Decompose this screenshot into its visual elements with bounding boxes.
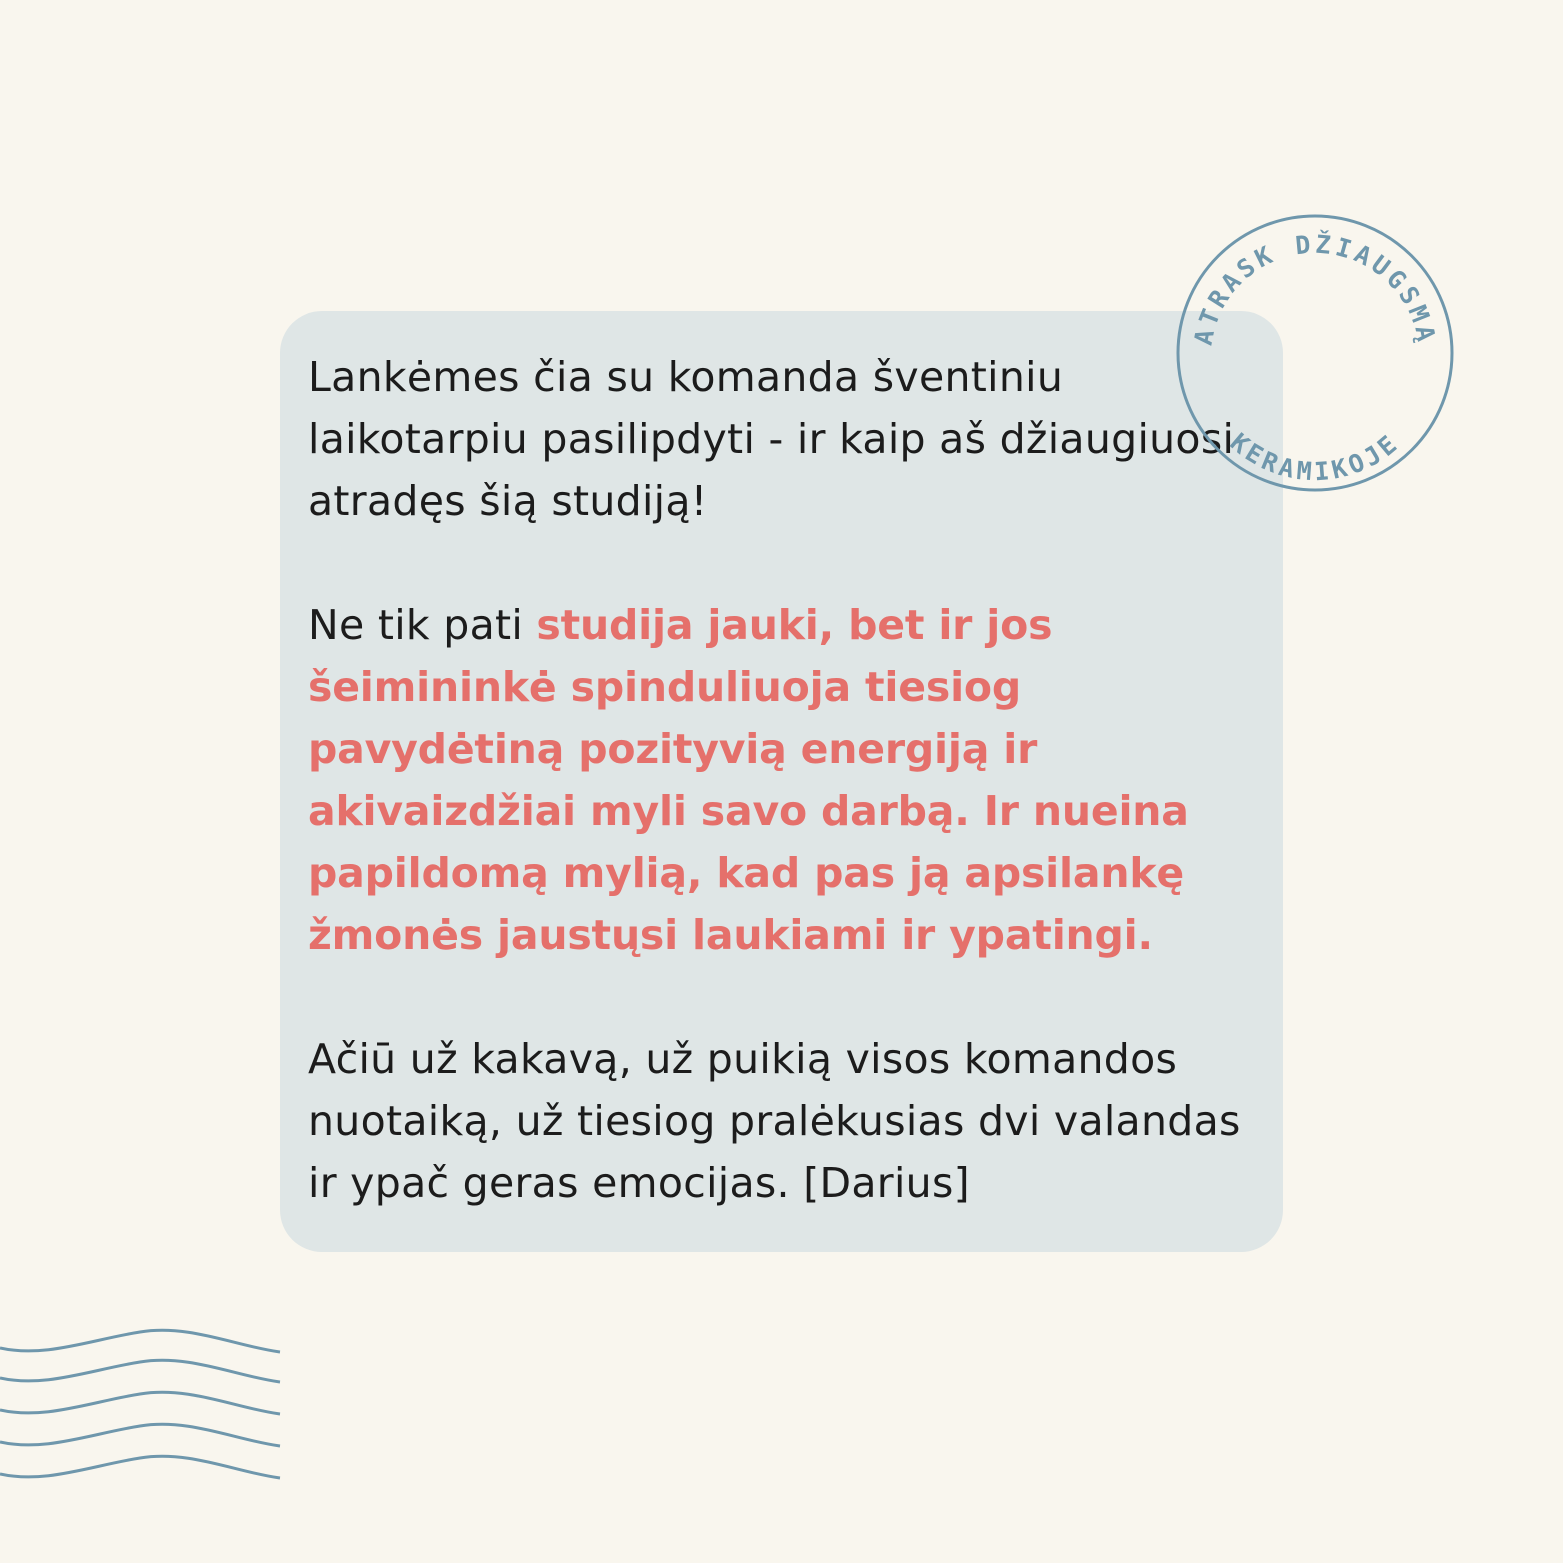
middle-paragraph xyxy=(308,594,1268,966)
stamp-bottom-text: KERAMIKOJE xyxy=(1224,427,1406,487)
circular-stamp-icon xyxy=(1170,212,1460,502)
highlighted-quote: studija jauki, bet ir jos šeimininkė spinduliuoja tiesiog pavydėtiną pozityvią energiją ir akivaizdžiai myli savo darbą. Ir nueina papildomą mylią, kad pas ją apsilankę žmonės jaustųsi laukiami ir ypatingi. xyxy=(308,601,1189,959)
testimonial-text xyxy=(308,346,1268,1214)
middle-plain-text: Ne tik pati xyxy=(308,601,537,649)
closing-paragraph: Ačiū už kakavą, už puikią visos komandos nuotaiką, už tiesiog pralėkusias dvi valandas ir ypač geras emocijas. [Darius] xyxy=(308,1035,1241,1207)
stamp-top-text: ATRASK DŽIAUGSMĄ xyxy=(1188,229,1442,348)
postmark-waves-icon xyxy=(0,1320,282,1495)
paragraph-gap xyxy=(308,532,1268,594)
paragraph-gap xyxy=(308,966,1268,1028)
intro-paragraph: Lankėmes čia su komanda šventiniu laikotarpiu pasilipdyti - ir kaip aš džiaugiuosi atradęs šią studiją! xyxy=(308,353,1235,525)
